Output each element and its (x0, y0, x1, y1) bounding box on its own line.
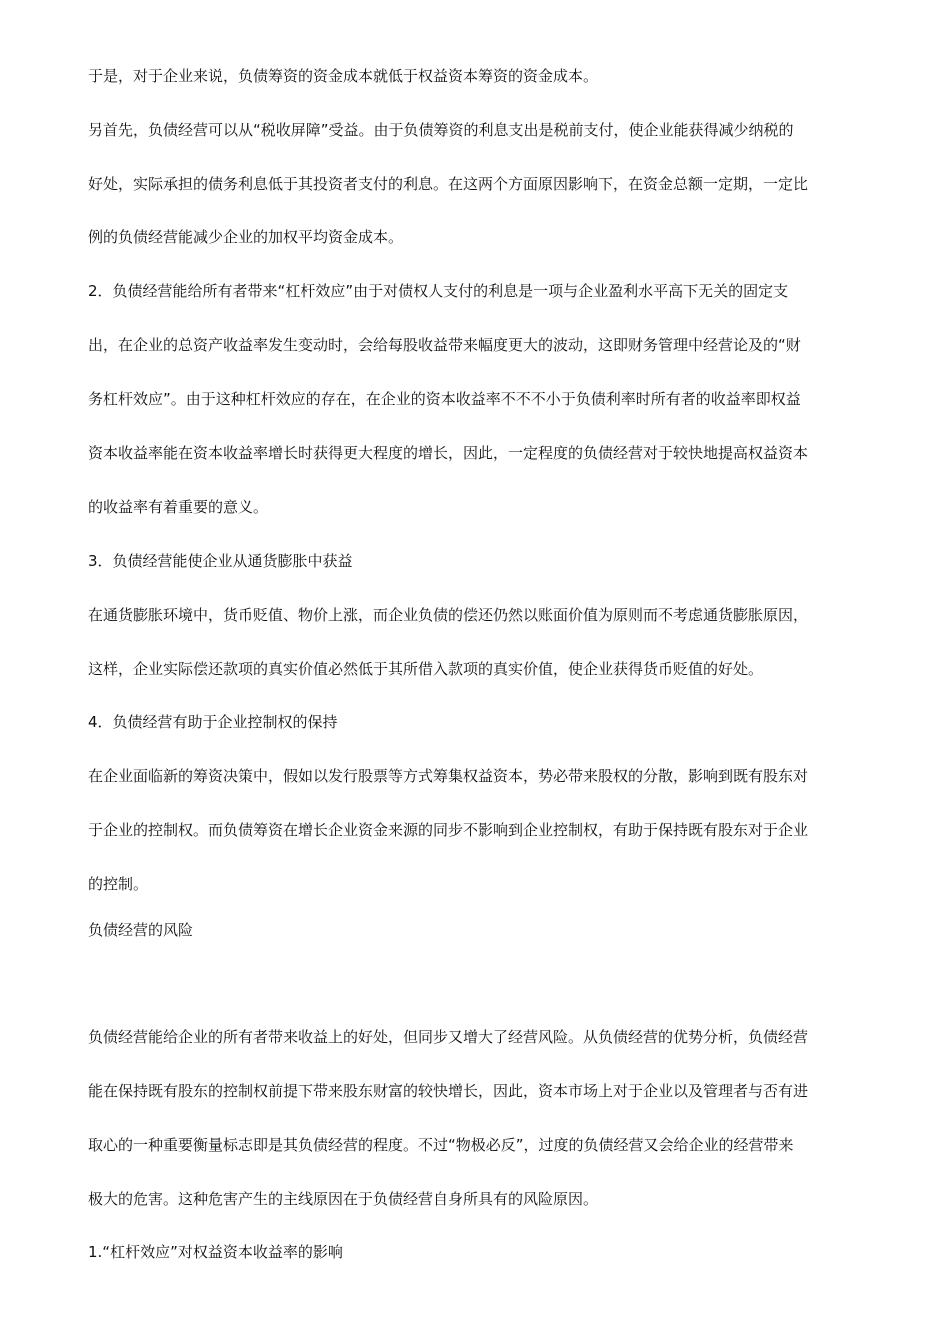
paragraph-line: 资本收益率能在资本收益率增长时获得更大程度的增长，因此，一定程度的负债经营对于较快地提高权益资本 (88, 444, 809, 462)
paragraph-line: 能在保持既有股东的控制权前提下带来股东财富的较快增长，因此，资本市场上对于企业以及管理者与否有进 (88, 1082, 809, 1100)
paragraph-line: 的收益率有着重要的意义。 (88, 498, 269, 516)
paragraph-line: 在通货膨胀环境中，货币贬值、物价上涨，而企业负债的偿还仍然以账面价值为原则而不考虑通货膨胀原因， (88, 606, 809, 624)
section-title-risk: 负债经营的风险 (88, 921, 194, 939)
paragraph-line: 务杠杆效应”。由于这种杠杆效应的存在，在企业的资本收益率不不不小于负债利率时所有者的收益率即权益 (88, 390, 801, 408)
paragraph-line: 例的负债经营能减少企业的加权平均资金成本。 (88, 228, 404, 246)
paragraph-line: 取心的一种重要衡量标志即是其负债经营的程度。不过“物极必反”，过度的负债经营又会给企业的经营带来 (88, 1136, 794, 1154)
paragraph-line: 另首先，负债经营可以从“税收屏障”受益。由于负债筹资的利息支出是税前支付，使企业能获得减少纳税的 (88, 121, 794, 139)
section-heading-4: 4．负债经营有助于企业控制权的保持 (88, 713, 338, 731)
paragraph-line: 于企业的控制权。而负债筹资在增长企业资金来源的同步不影响到企业控制权，有助于保持既有股东对于企业 (88, 821, 809, 839)
paragraph-line: 这样，企业实际偿还款项的真实价值必然低于其所借入款项的真实价值，使企业获得货币贬值的好处。 (88, 660, 764, 678)
paragraph-line: 极大的危害。这种危害产生的主线原因在于负债经营自身所具有的风险原因。 (88, 1190, 599, 1208)
section-heading-3: 3．负债经营能使企业从通货膨胀中获益 (88, 552, 353, 570)
section-heading-2: 2．负债经营能给所有者带来“杠杆效应”由于对债权人支付的利息是一项与企业盈利水平高下无关的固定支 (88, 282, 789, 300)
paragraph-line: 在企业面临新的筹资决策中，假如以发行股票等方式筹集权益资本，势必带来股权的分散，影响到既有股东对 (88, 767, 809, 785)
paragraph-line: 出，在企业的总资产收益率发生变动时，会给每股收益带来幅度更大的波动，这即财务管理中经营论及的“财 (88, 336, 801, 354)
paragraph-line: 好处，实际承担的债务利息低于其投资者支付的利息。在这两个方面原因影响下，在资金总额一定期，一定比 (88, 175, 809, 193)
section-heading-risk-1: 1.“杠杆效应”对权益资本收益率的影响 (88, 1243, 343, 1261)
paragraph-line: 的控制。 (88, 875, 149, 893)
paragraph-line: 于是，对于企业来说，负债筹资的资金成本就低于权益资本筹资的资金成本。 (88, 67, 599, 85)
paragraph-line: 负债经营能给企业的所有者带来收益上的好处，但同步又增大了经营风险。从负债经营的优势分析，负债经营 (88, 1028, 809, 1046)
